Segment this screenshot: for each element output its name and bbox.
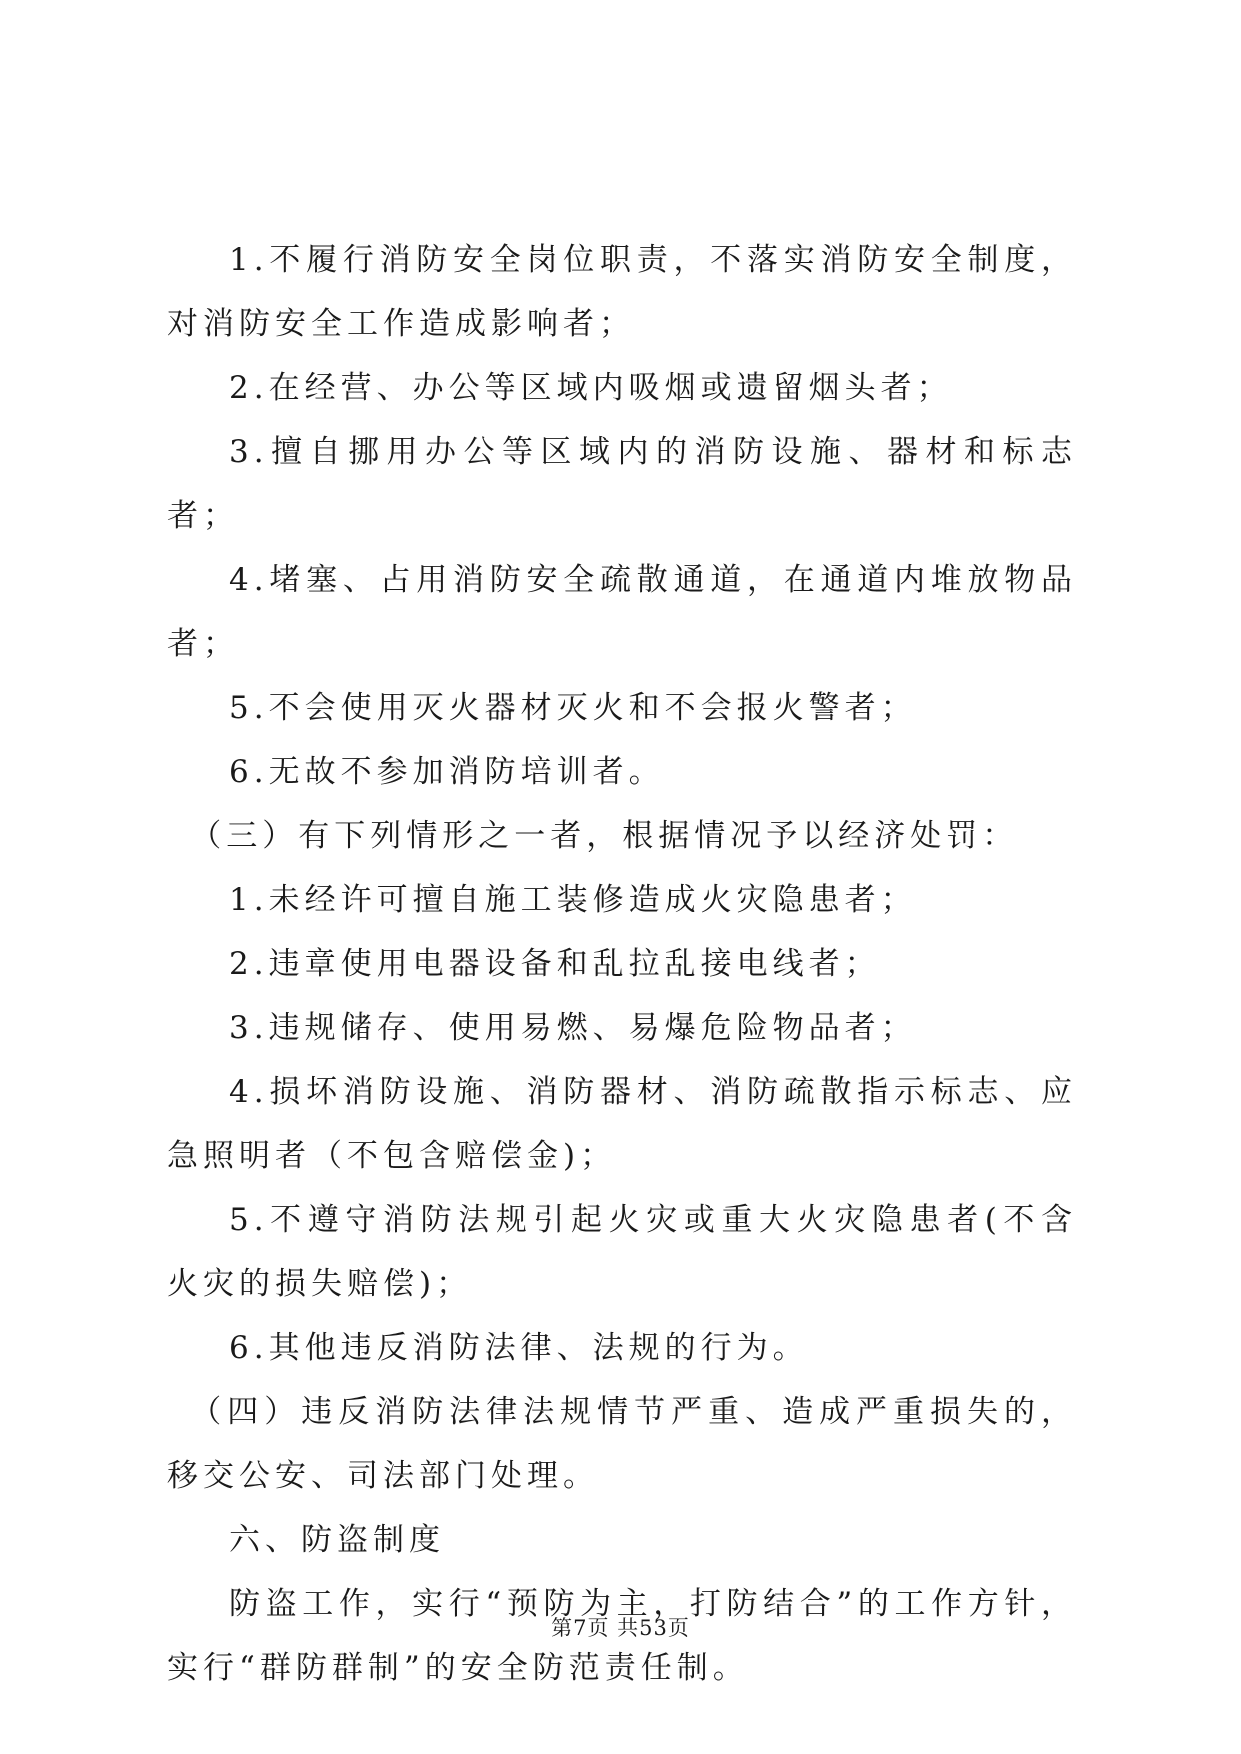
paragraph: 5.不遵守消防法规引起火灾或重大火灾隐患者(不含火灾的损失赔偿)；	[167, 1202, 1077, 1302]
paragraph: 4.堵塞、占用消防安全疏散通道，在通道内堆放物品者；	[167, 562, 1077, 662]
page-footer: 第7页 共53页	[551, 1616, 690, 1640]
paragraph: 4.损坏消防设施、消防器材、消防疏散指示标志、应急照明者（不包含赔偿金)；	[167, 1074, 1077, 1174]
paragraph: 2.违章使用电器设备和乱拉乱接电线者；	[229, 946, 881, 982]
paragraph: 1.不履行消防安全岗位职责，不落实消防安全制度，对消防安全工作造成影响者；	[167, 242, 1077, 342]
paragraph: 6.其他违反消防法律、法规的行为。	[229, 1330, 809, 1366]
paragraph: 1.未经许可擅自施工装修造成火灾隐患者；	[229, 882, 917, 918]
paragraph: 防盗工作，实行“预防为主，打防结合”的工作方针，实行“群防群制”的安全防范责任制。	[167, 1586, 1077, 1686]
paragraph: 3.擅自挪用办公等区域内的消防设施、器材和标志者；	[167, 434, 1077, 534]
chapter-heading: 六、防盗制度	[229, 1522, 445, 1558]
document-body	[167, 228, 1077, 1700]
paragraph: 6.无故不参加消防培训者。	[229, 754, 665, 790]
paragraph: 2.在经营、办公等区域内吸烟或遗留烟头者；	[229, 370, 953, 406]
section-heading: （三）有下列情形之一者，根据情况予以经济处罚：	[190, 818, 1019, 854]
section-heading: （四）违反消防法律法规情节严重、造成严重损失的，移交公安、司法部门处理。	[167, 1394, 1077, 1494]
paragraph: 3.违规储存、使用易燃、易爆危险物品者；	[229, 1010, 917, 1046]
paragraph: 5.不会使用灭火器材灭火和不会报火警者；	[229, 690, 917, 726]
